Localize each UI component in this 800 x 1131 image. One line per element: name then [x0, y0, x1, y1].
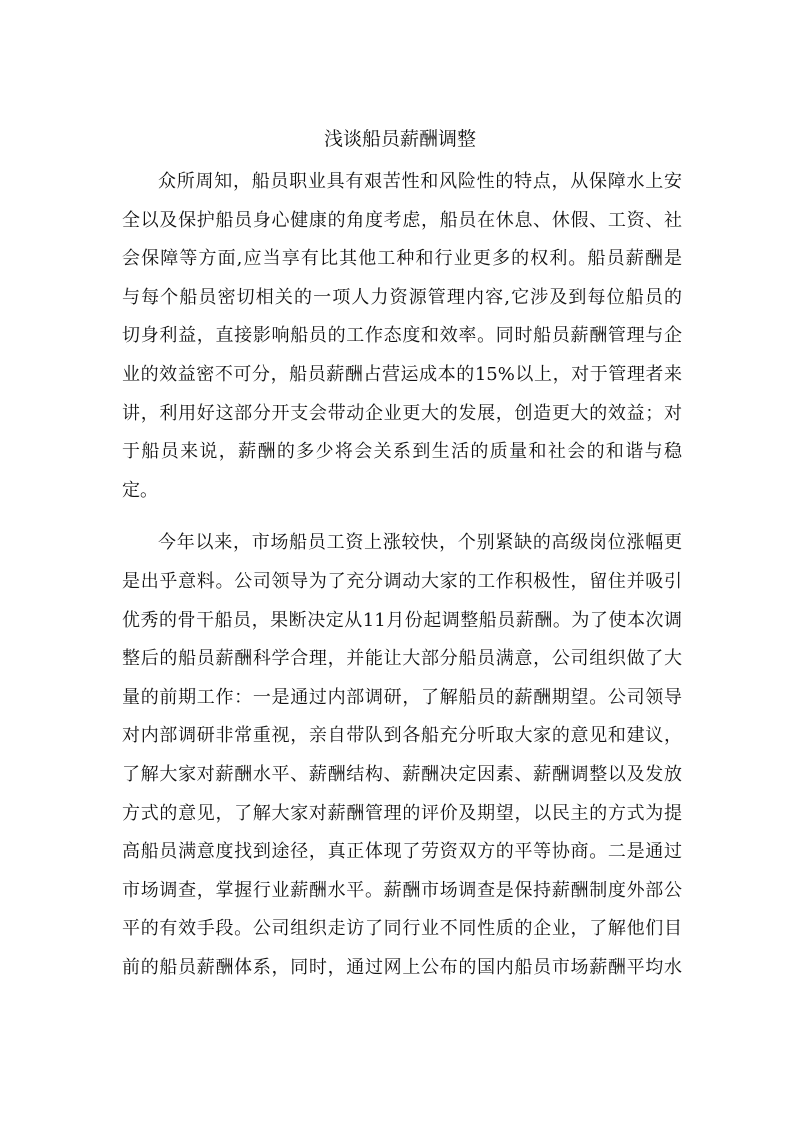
paragraph-line: 众所周知，船员职业具有艰苦性和风险性的特点，从保障水上安 [158, 171, 682, 192]
paragraph-line: 整后的船员薪酬科学合理，并能让大部分船员满意，公司组织做了大 [122, 648, 682, 670]
paragraph-line: 量的前期工作：一是通过内部调研，了解船员的薪酬期望。公司领导 [122, 686, 682, 708]
paragraph-line: 对内部调研非常重视，亲自带队到各船充分听取大家的意见和建议， [122, 725, 682, 747]
paragraph-line: 优秀的骨干船员，果断决定从11月份起调整船员薪酬。为了使本次调 [122, 609, 682, 631]
paragraph-line: 会保障等方面,应当享有比其他工种和行业更多的权利。船员薪酬是 [122, 248, 682, 270]
paragraph-line: 于船员来说，薪酬的多少将会关系到生活的质量和社会的和谐与稳 [122, 441, 682, 463]
paragraph-line: 前的船员薪酬体系，同时，通过网上公布的国内船员市场薪酬平均水 [122, 956, 682, 978]
paragraph-1 [122, 163, 682, 510]
paragraph-line: 讲，利用好这部分开支会带动企业更大的发展，创造更大的效益；对 [122, 402, 682, 424]
paragraph-line: 方式的意见，了解大家对薪酬管理的评价及期望，以民主的方式为提 [122, 802, 682, 824]
paragraph-line: 高船员满意度找到途径，真正体现了劳资双方的平等协商。二是通过 [122, 841, 682, 863]
document-body [122, 163, 682, 987]
paragraph-line: 平的有效手段。公司组织走访了同行业不同性质的企业，了解他们目 [122, 918, 682, 940]
paragraph-line: 今年以来，市场船员工资上涨较快，个别紧缺的高级岗位涨幅更 [158, 532, 682, 554]
paragraph-line: 了解大家对薪酬水平、薪酬结构、薪酬决定因素、薪酬调整以及发放 [122, 763, 682, 785]
paragraph-line: 市场调查，掌握行业薪酬水平。薪酬市场调查是保持薪酬制度外部公 [122, 879, 682, 901]
paragraph-line: 业的效益密不可分，船员薪酬占营运成本的15%以上，对于管理者来 [122, 363, 682, 385]
paragraph-line: 与每个船员密切相关的一项人力资源管理内容,它涉及到每位船员的 [122, 286, 682, 308]
paragraph-2 [122, 524, 682, 987]
paragraph-line: 定。 [122, 479, 158, 501]
paragraph-gap [122, 510, 682, 524]
document-title: 浅谈船员薪酬调整 [323, 128, 476, 150]
paragraph-line: 全以及保护船员身心健康的角度考虑，船员在休息、休假、工资、社 [122, 209, 682, 231]
paragraph-line: 切身利益，直接影响船员的工作态度和效率。同时船员薪酬管理与企 [122, 325, 682, 347]
paragraph-line: 是出乎意料。公司领导为了充分调动大家的工作积极性，留住并吸引 [122, 570, 682, 592]
